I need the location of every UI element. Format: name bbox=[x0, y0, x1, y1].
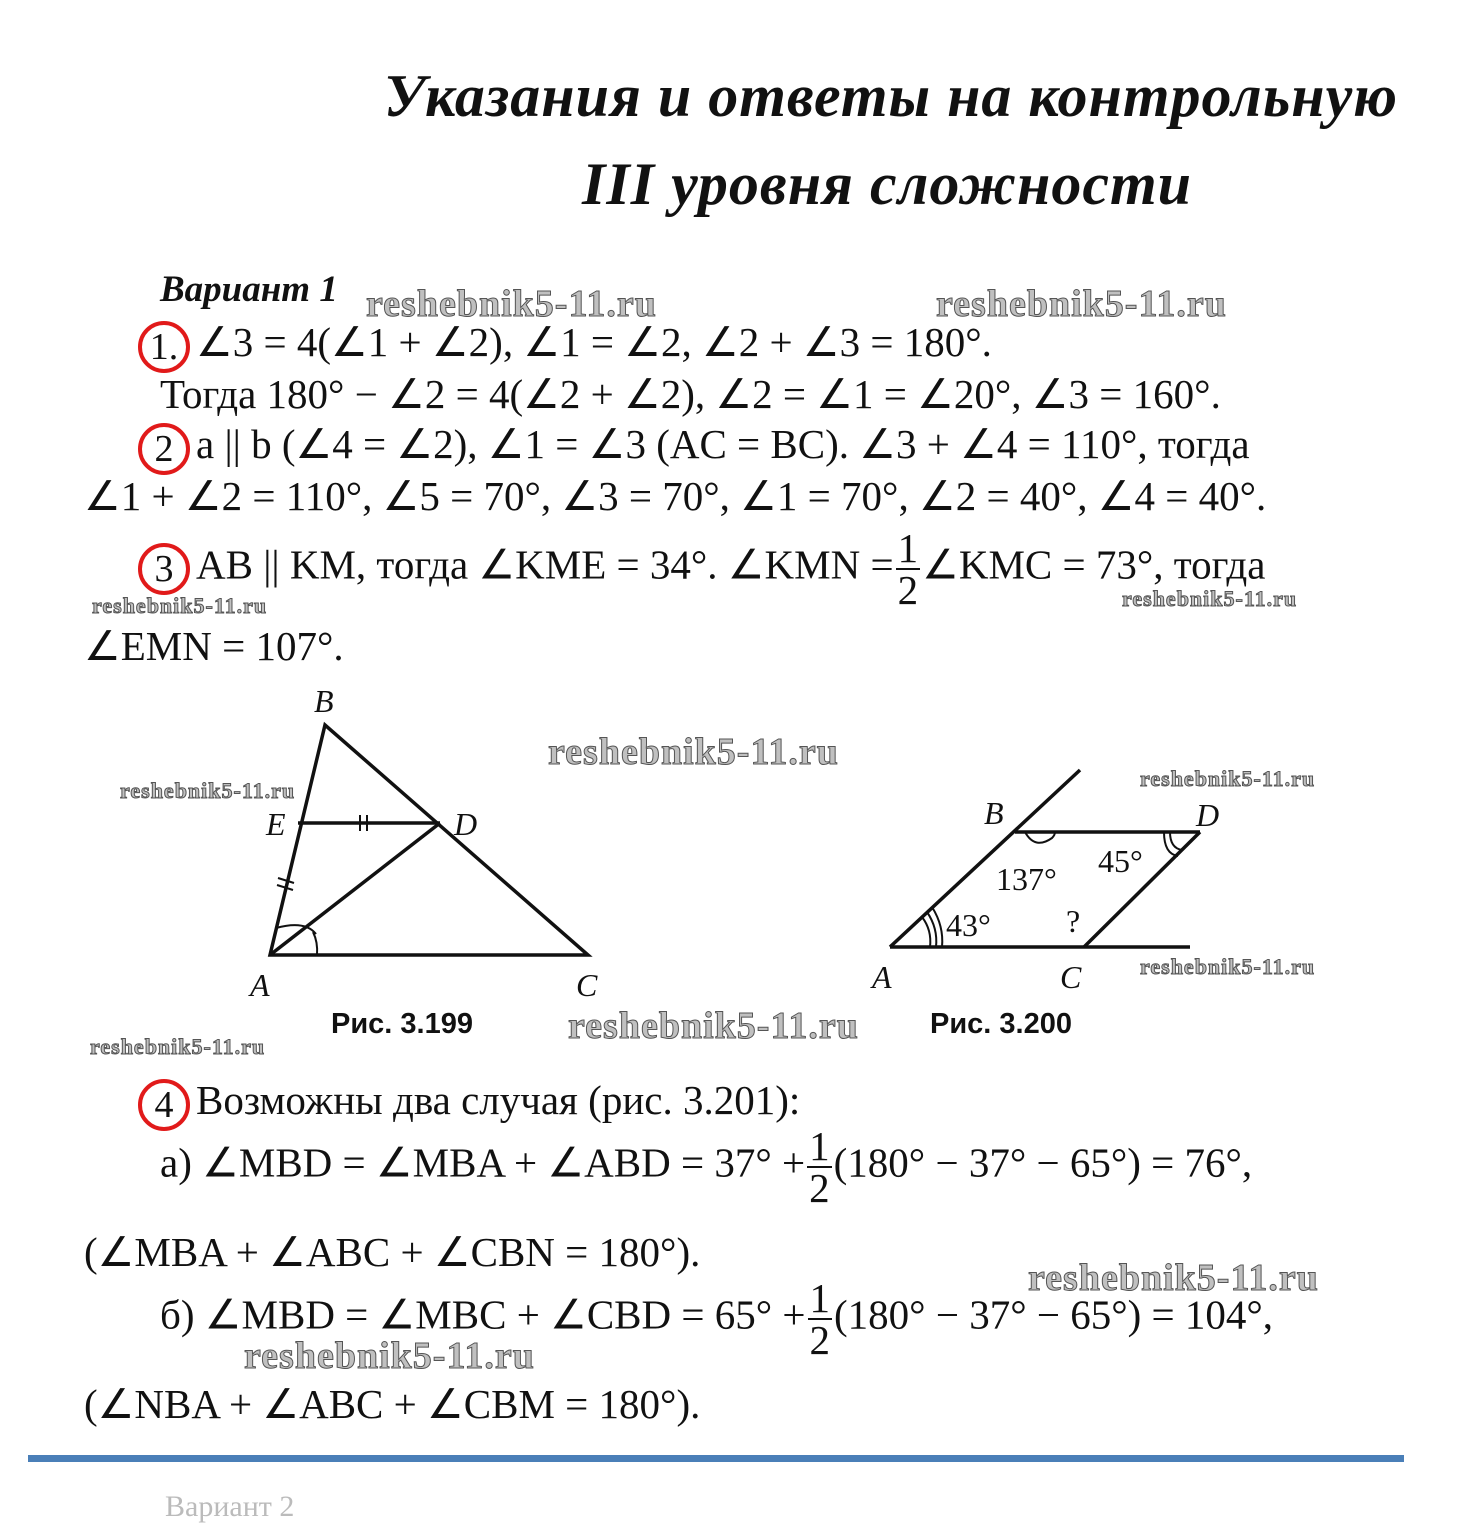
problem-4-case-a bbox=[160, 1123, 1253, 1211]
angle-b-value: 137° bbox=[996, 861, 1057, 897]
problem-4-intro-text: Возможны два случая (рис. 3.201): bbox=[196, 1077, 801, 1123]
watermark: reshebnik5-11.ru bbox=[244, 1335, 535, 1377]
watermark: reshebnik5-11.ru bbox=[90, 1034, 266, 1059]
angle-arc-a-1 bbox=[922, 917, 930, 947]
watermark: reshebnik5-11.ru bbox=[1028, 1257, 1319, 1299]
problem-2-number: 2 bbox=[138, 423, 190, 475]
label-e: E bbox=[266, 806, 286, 842]
problem-4-intro bbox=[138, 1076, 800, 1131]
case-a-fraction bbox=[807, 1123, 832, 1211]
label-b: B bbox=[984, 795, 1004, 831]
page-title-line-1: Указания и ответы на контрольную bbox=[383, 63, 1398, 129]
problem-3-fraction bbox=[896, 525, 921, 613]
watermark: reshebnik5-11.ru bbox=[366, 283, 657, 325]
fraction-denominator: 2 bbox=[809, 1317, 831, 1363]
problem-1-text-1: ∠3 = 4(∠1 + ∠2), ∠1 = ∠2, ∠2 + ∠3 = 180°. bbox=[196, 319, 992, 365]
label-a: A bbox=[872, 959, 892, 995]
case-b-prefix: б) ∠MBD = ∠MBC + ∠CBD = 65° + bbox=[160, 1291, 806, 1338]
watermark: reshebnik5-11.ru bbox=[1140, 766, 1316, 791]
problem-3-text-b: ∠KMC = 73°, тогда bbox=[922, 541, 1266, 588]
triangle-abc bbox=[270, 725, 588, 955]
watermark: reshebnik5-11.ru bbox=[936, 283, 1227, 325]
fraction-numerator: 1 bbox=[809, 1275, 831, 1321]
watermark: reshebnik5-11.ru bbox=[120, 778, 296, 803]
label-d: D bbox=[454, 806, 478, 842]
label-c: C bbox=[576, 967, 598, 1003]
problem-2-line-2: ∠1 + ∠2 = 110°, ∠5 = 70°, ∠3 = 70°, ∠1 = 70°, ∠2 = 40°, ∠4 = 40°. bbox=[84, 473, 1267, 519]
problem-1-line-2: Тогда 180° − ∠2 = 4(∠2 + ∠2), ∠2 = ∠1 = ∠20°, ∠3 = 160°. bbox=[160, 371, 1221, 417]
watermark: reshebnik5-11.ru bbox=[92, 593, 268, 618]
label-c: C bbox=[1060, 959, 1082, 995]
figure-3-199-caption: Рис. 3.199 bbox=[331, 1008, 473, 1040]
problem-1-number: 1. bbox=[138, 321, 190, 373]
angle-arc-d-1 bbox=[1170, 832, 1182, 850]
case-a-suffix: (180° − 37° − 65°) = 76°, bbox=[833, 1139, 1253, 1186]
case-a-prefix: а) ∠MBD = ∠MBA + ∠ABD = 37° + bbox=[160, 1139, 806, 1186]
watermark: reshebnik5-11.ru bbox=[568, 1005, 859, 1047]
problem-4-case-b-note: (∠NBA + ∠ABC + ∠CBM = 180°). bbox=[84, 1381, 701, 1427]
watermark: reshebnik5-11.ru bbox=[1140, 954, 1316, 979]
watermark: reshebnik5-11.ru bbox=[548, 731, 839, 773]
variant-label: Вариант 1 bbox=[160, 269, 338, 310]
case-b-fraction bbox=[808, 1275, 833, 1363]
problem-4-case-a-note: (∠MBA + ∠ABC + ∠CBN = 180°). bbox=[84, 1229, 701, 1275]
label-b: B bbox=[314, 683, 334, 719]
problem-3-line-1 bbox=[138, 525, 1266, 613]
figure-3-200-caption: Рис. 3.200 bbox=[930, 1008, 1072, 1040]
next-section-heading: Вариант 2 bbox=[165, 1490, 295, 1523]
angle-a-value: 43° bbox=[946, 907, 991, 943]
divider-rule bbox=[28, 1455, 1404, 1462]
fraction-numerator: 1 bbox=[809, 1123, 830, 1169]
problem-2-text-1: a || b (∠4 = ∠2), ∠1 = ∠3 (AC = BC). ∠3 + ∠4 = 110°, тогда bbox=[196, 421, 1250, 467]
page-title-line-2: III уровня сложности bbox=[582, 151, 1192, 217]
angle-arc-a-lower bbox=[313, 932, 317, 955]
fraction-denominator: 2 bbox=[809, 1165, 830, 1211]
watermark: reshebnik5-11.ru bbox=[1122, 586, 1298, 611]
problem-3-text-a: AB || KM, тогда ∠KME = 34°. ∠KMN = bbox=[196, 541, 894, 588]
problem-3-number: 3 bbox=[138, 543, 190, 595]
label-d: D bbox=[1196, 797, 1220, 833]
problem-3-line-2: ∠EMN = 107°. bbox=[84, 623, 344, 669]
angle-d-value: 45° bbox=[1098, 843, 1143, 879]
case-b-suffix: (180° − 37° − 65°) = 104°, bbox=[834, 1291, 1274, 1338]
angle-c-value: ? bbox=[1066, 903, 1081, 939]
label-a: A bbox=[250, 967, 270, 1003]
problem-2-line-1 bbox=[138, 420, 1250, 475]
fraction-denominator: 2 bbox=[897, 567, 919, 613]
problem-4-number: 4 bbox=[138, 1079, 190, 1131]
fraction-numerator: 1 bbox=[897, 525, 919, 571]
problem-1-line-1 bbox=[138, 318, 992, 373]
